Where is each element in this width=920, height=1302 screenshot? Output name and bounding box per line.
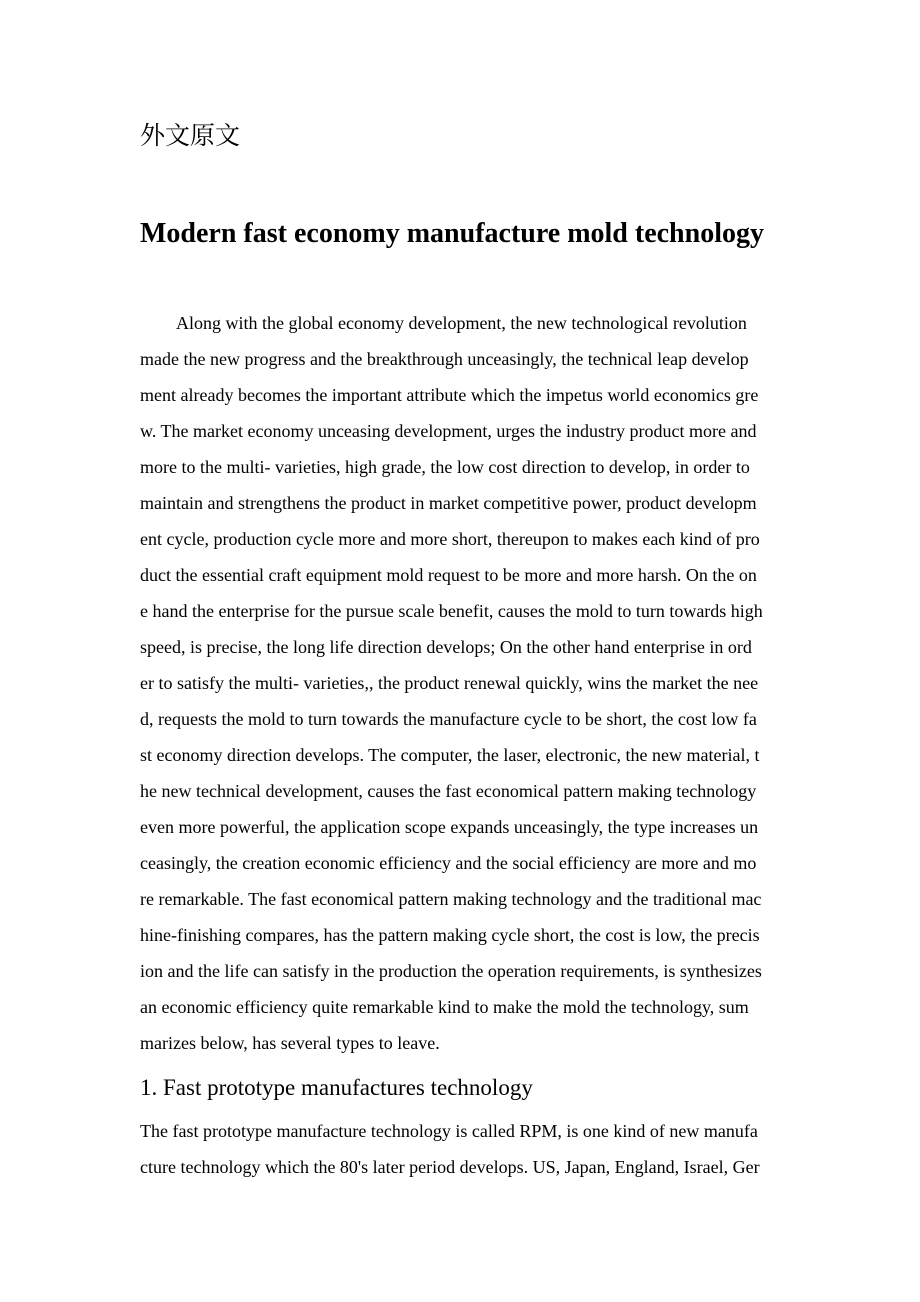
body-paragraph-1 <box>140 305 788 1061</box>
document-title: Modern fast economy manufacture mold technology <box>140 218 764 249</box>
paragraph-line: ion and the life can satisfy in the production the operation requirements, is synthesizes <box>140 961 762 981</box>
paragraph-line: he new technical development, causes the fast economical pattern making technology <box>140 781 757 801</box>
paragraph-line: even more powerful, the application scope expands unceasingly, the type increases un <box>140 817 759 837</box>
paragraph-line: marizes below, has several types to leave. <box>140 1033 440 1053</box>
paragraph-line: d, requests the mold to turn towards the manufacture cycle to be short, the cost low fa <box>140 709 757 729</box>
paragraph-line: ment already becomes the important attribute which the impetus world economics gre <box>140 385 759 405</box>
paragraph-line: ceasingly, the creation economic efficiency and the social efficiency are more and mo <box>140 853 757 873</box>
paragraph-line: w. The market economy unceasing development, urges the industry product more and <box>140 421 757 441</box>
paragraph-line: st economy direction develops. The computer, the laser, electronic, the new material, t <box>140 745 760 765</box>
paragraph-line: an economic efficiency quite remarkable kind to make the mold the technology, sum <box>140 997 749 1017</box>
paragraph-line: hine-finishing compares, has the pattern making cycle short, the cost is low, the precis <box>140 925 760 945</box>
paragraph-line: ent cycle, production cycle more and more short, thereupon to makes each kind of pro <box>140 529 760 549</box>
section-label: 外文原文 <box>140 121 241 150</box>
paragraph-line: made the new progress and the breakthrough unceasingly, the technical leap develop <box>140 349 749 369</box>
paragraph-line: re remarkable. The fast economical pattern making technology and the traditional mac <box>140 889 762 909</box>
paragraph-line: The fast prototype manufacture technology is called RPM, is one kind of new manufa <box>140 1121 758 1141</box>
paragraph-line: cture technology which the 80's later period develops. US, Japan, England, Israel, Ger <box>140 1157 760 1177</box>
paragraph-line: more to the multi- varieties, high grade, the low cost direction to develop, in order to <box>140 457 750 477</box>
paragraph-line: Along with the global economy development, the new technological revolution <box>176 313 747 333</box>
section-heading: 1. Fast prototype manufactures technology <box>140 1075 533 1100</box>
paragraph-line: duct the essential craft equipment mold request to be more and more harsh. On the on <box>140 565 757 585</box>
paragraph-line: maintain and strengthens the product in market competitive power, product developm <box>140 493 757 513</box>
paragraph-line: e hand the enterprise for the pursue scale benefit, causes the mold to turn towards high <box>140 601 763 621</box>
body-paragraph-2 <box>140 1113 788 1185</box>
paragraph-line: er to satisfy the multi- varieties,, the product renewal quickly, wins the market the nee <box>140 673 759 693</box>
paragraph-line: speed, is precise, the long life direction develops; On the other hand enterprise in ord <box>140 637 752 657</box>
